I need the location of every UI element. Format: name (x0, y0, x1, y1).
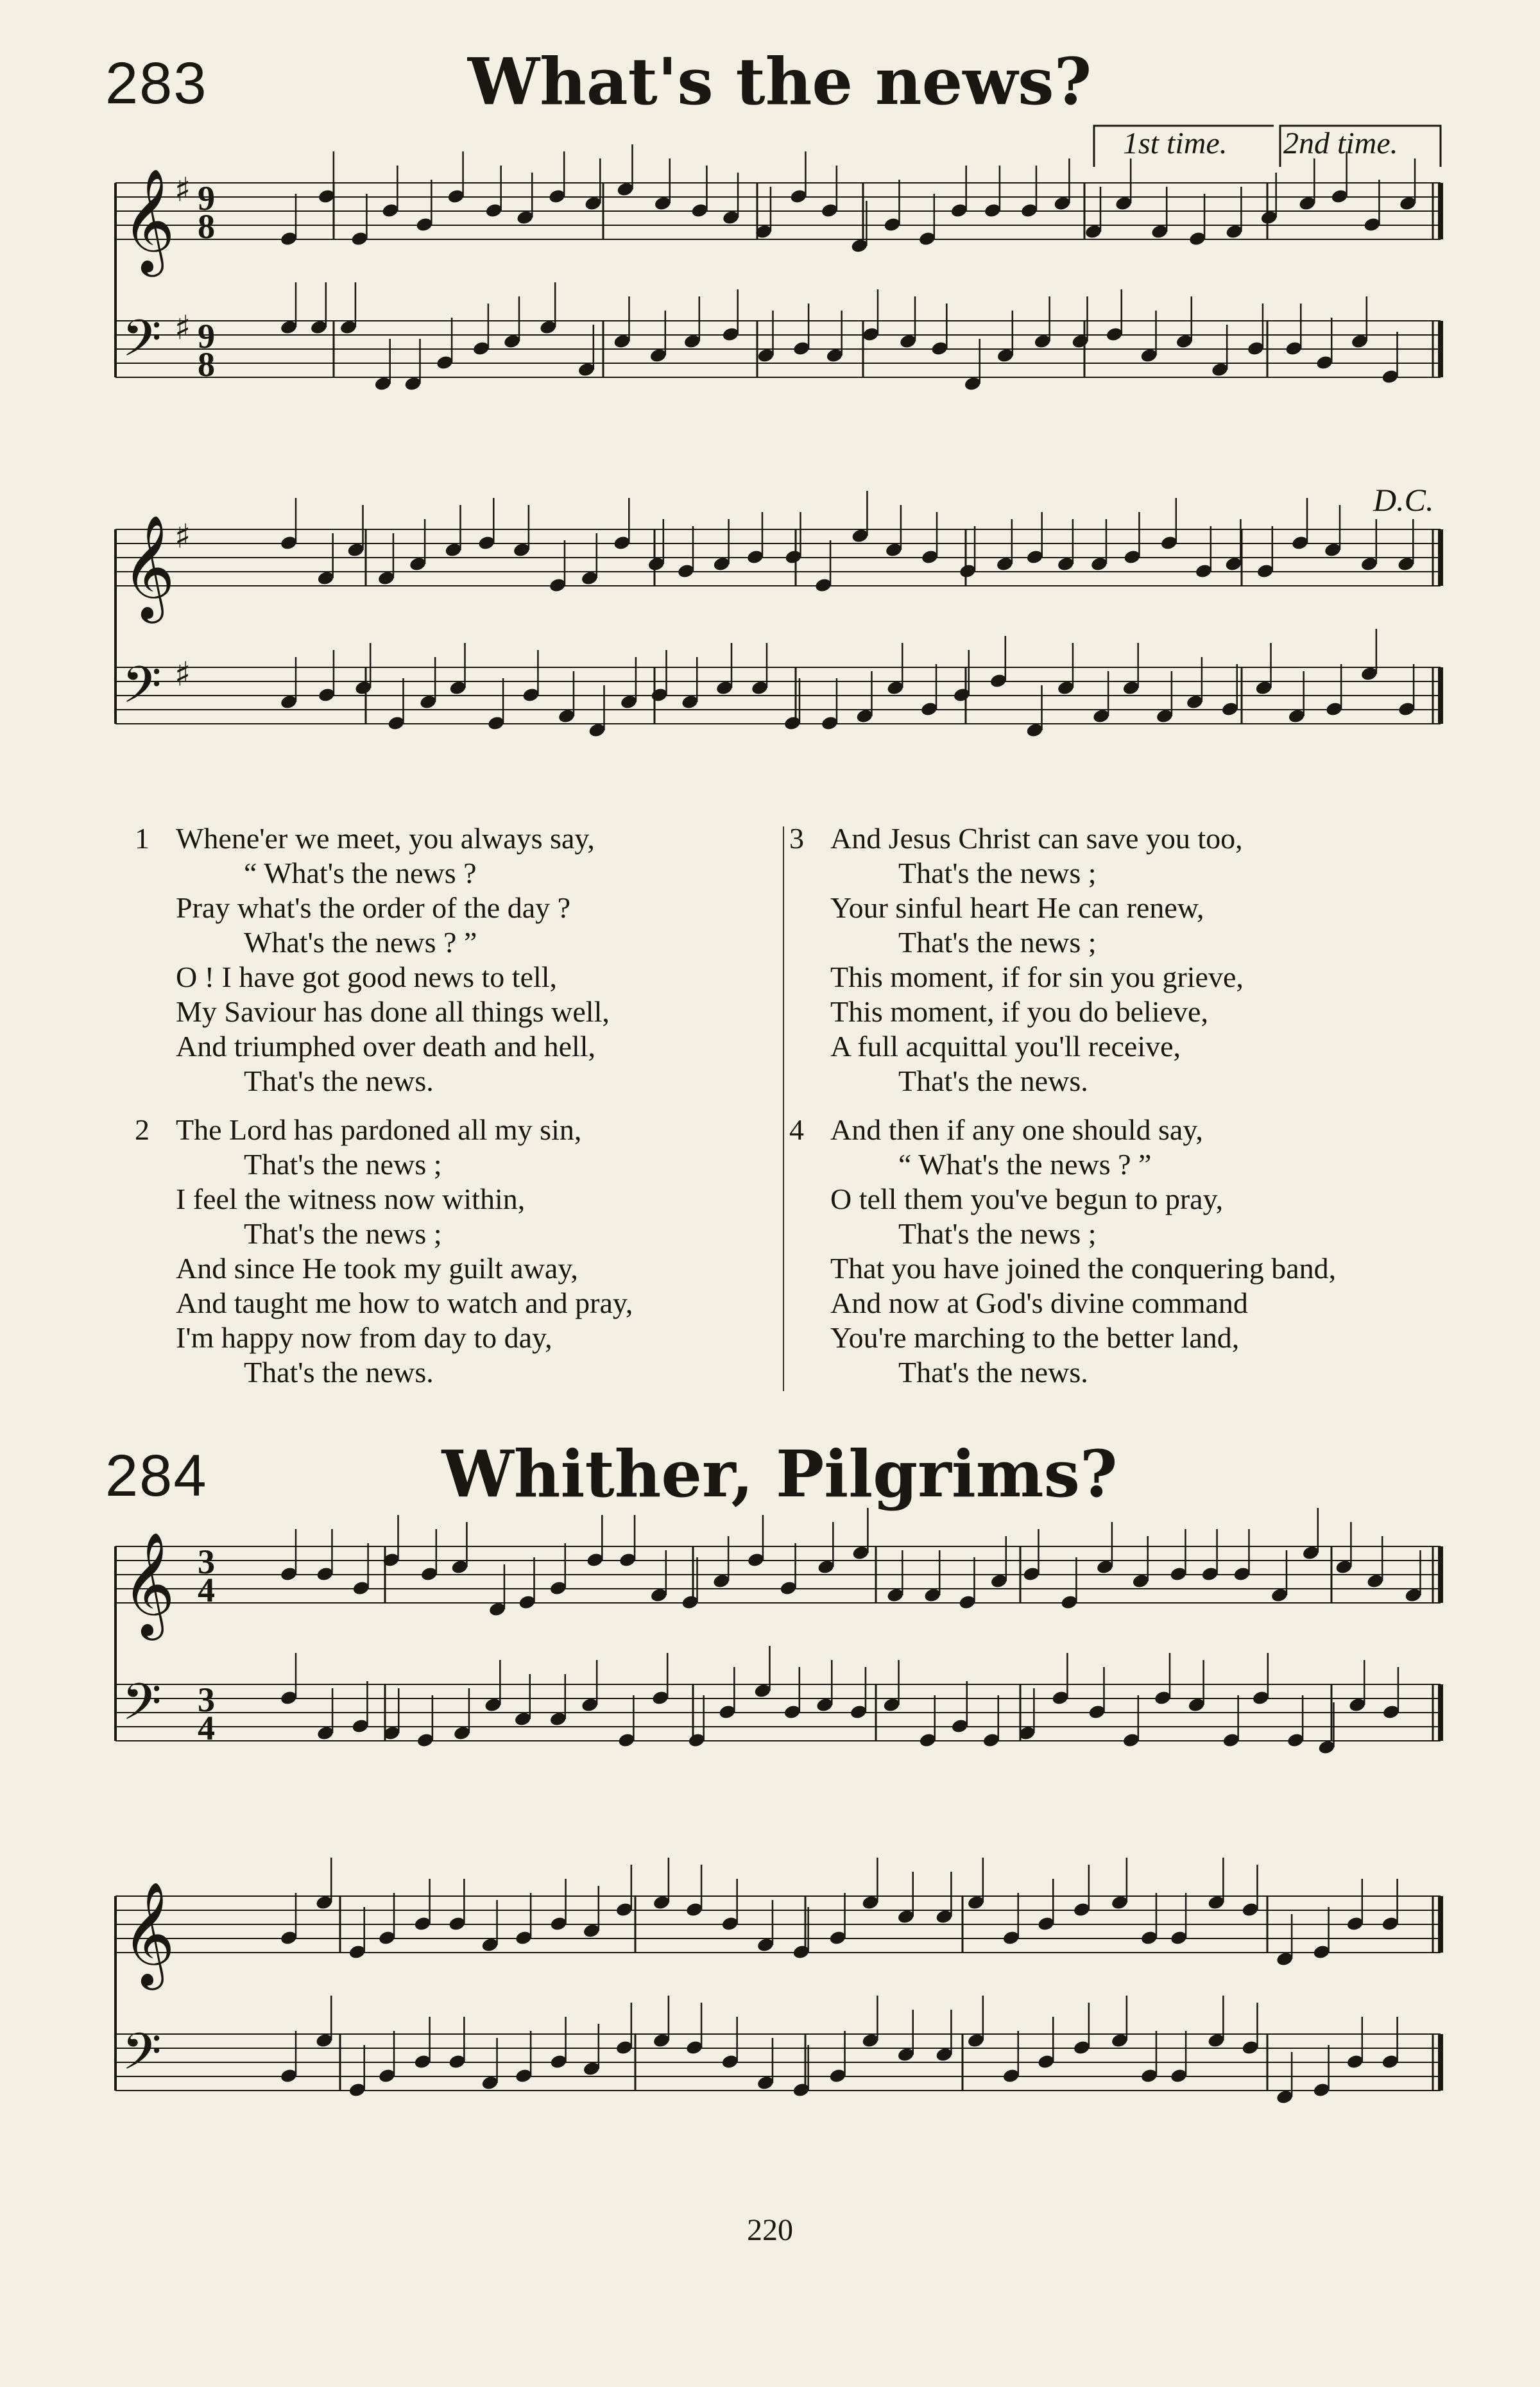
time-signature-bottom: 8 (198, 345, 215, 384)
verse-line: That you have joined the conquering band, (830, 1252, 1337, 1285)
verse-line: That's the news. (244, 1356, 434, 1389)
verse-line: I feel the witness now within, (176, 1183, 526, 1215)
verse-line: 1 Whene'er we meet, you always say, (135, 822, 595, 855)
hymn-number: 283 (105, 51, 208, 116)
verse-line: That's the news. (898, 1356, 1088, 1389)
time-signature-top: 3 (198, 1681, 215, 1719)
key-sharp: ♯ (175, 171, 191, 210)
volta-second-bracket (1280, 126, 1441, 167)
verse-line: And now at God's divine command (830, 1287, 1248, 1319)
verse-line: O ! I have got good news to tell, (176, 961, 558, 993)
hymn-number: 284 (105, 1443, 208, 1509)
key-sharp: ♯ (175, 517, 191, 556)
verse-1 (135, 821, 776, 1099)
verse-number: 1 (135, 822, 150, 855)
verse-line: That's the news. (898, 1065, 1088, 1097)
verse-line: And triumphed over death and hell, (176, 1030, 596, 1063)
verse-line: Your sinful heart He can renew, (830, 891, 1204, 924)
verse-line: And taught me how to watch and pray, (176, 1287, 633, 1319)
page-number: 220 (747, 2213, 793, 2247)
verse-number: 3 (789, 822, 804, 855)
hymn-title: Whither, Pilgrims? (441, 1436, 1118, 1512)
verse-line: This moment, if for sin you grieve, (830, 961, 1244, 993)
verse-line: That's the news ; (898, 857, 1097, 889)
bass-clef: 𝄢 (122, 309, 162, 381)
time-signature-bottom: 4 (198, 1571, 215, 1609)
verse-line: I'm happy now from day to day, (176, 1321, 552, 1354)
verse-number: 4 (789, 1113, 804, 1146)
time-signature-top: 9 (198, 317, 215, 355)
treble-clef: 𝄞 (122, 515, 175, 619)
verse-line: O tell them you've begun to pray, (830, 1183, 1224, 1215)
verse-line: And since He took my guilt away, (176, 1252, 578, 1285)
verses-right-column (789, 821, 1431, 1404)
verse-line: What's the news ? ” (244, 926, 477, 959)
bass-clef: 𝄢 (122, 655, 162, 727)
verse-line: A full acquittal you'll receive, (830, 1030, 1181, 1063)
treble-clef: 𝄞 (122, 1532, 175, 1636)
verse-line: That's the news ; (244, 1217, 442, 1250)
volta-first-label: 1st time. (1123, 126, 1228, 160)
time-signature-top: 9 (198, 179, 215, 218)
verse-line: Pray what's the order of the day ? (176, 891, 571, 924)
key-sharp: ♯ (175, 655, 191, 694)
treble-clef: 𝄞 (122, 168, 175, 273)
verse-number: 2 (135, 1113, 150, 1146)
time-signature-bottom: 4 (198, 1709, 215, 1747)
verse-3 (789, 821, 1431, 1099)
verse-2 (135, 1113, 776, 1390)
verse-line: That's the news ; (244, 1148, 442, 1181)
hymn-283-verses (122, 821, 1469, 1412)
time-signature-top: 3 (198, 1543, 215, 1581)
verse-4 (789, 1113, 1431, 1390)
verses-left-column (135, 821, 776, 1404)
hymn-title: What's the news? (467, 44, 1092, 119)
verse-line: That's the news ; (898, 1217, 1097, 1250)
verse-line: That's the news. (244, 1065, 434, 1097)
volta-second-label: 2nd time. (1283, 126, 1398, 160)
verse-line: 3 And Jesus Christ can save you too, (789, 822, 1243, 855)
column-divider (783, 826, 784, 1391)
verse-line: 2 The Lord has pardoned all my sin, (135, 1113, 582, 1146)
verse-line: This moment, if you do believe, (830, 995, 1208, 1028)
verse-line: My Saviour has done all things well, (176, 995, 610, 1028)
key-sharp: ♯ (175, 309, 191, 348)
verse-line: “ What's the news ? ” (898, 1148, 1152, 1181)
verse-line: “ What's the news ? (244, 857, 477, 889)
verse-line: You're marching to the better land, (830, 1321, 1240, 1354)
bass-clef: 𝄢 (122, 2022, 162, 2094)
verse-line: 4 And then if any one should say, (789, 1113, 1203, 1146)
treble-clef: 𝄞 (122, 1881, 175, 1986)
volta-first-bracket (1094, 126, 1274, 167)
verse-line: That's the news ; (898, 926, 1097, 959)
time-signature-bottom: 8 (198, 207, 215, 246)
bass-clef: 𝄢 (122, 1672, 162, 1744)
hymn-284-header (96, 1431, 1463, 1527)
da-capo-label: D.C. (1373, 482, 1434, 518)
